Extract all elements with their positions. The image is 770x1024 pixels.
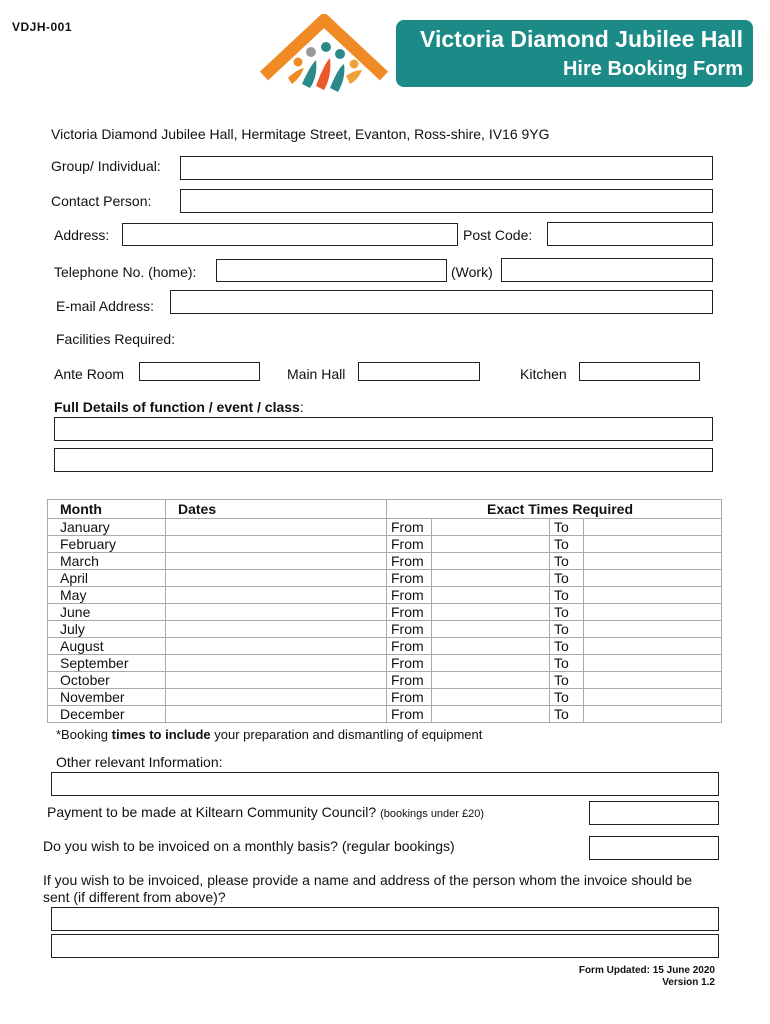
to-time-cell[interactable] bbox=[584, 519, 722, 536]
postcode-input[interactable] bbox=[547, 222, 713, 246]
main-hall-label: Main Hall bbox=[287, 366, 346, 382]
table-row bbox=[48, 570, 722, 587]
month-cell: February bbox=[48, 536, 166, 553]
from-time-cell[interactable] bbox=[432, 672, 550, 689]
dates-cell[interactable] bbox=[166, 604, 387, 621]
address-input[interactable] bbox=[122, 223, 458, 246]
facilities-heading: Facilities Required: bbox=[56, 331, 176, 347]
details-heading bbox=[54, 399, 304, 415]
from-time-cell[interactable] bbox=[432, 587, 550, 604]
table-row bbox=[48, 621, 722, 638]
contact-label: Contact Person: bbox=[51, 193, 152, 209]
tel-work-label: (Work) bbox=[451, 264, 493, 280]
email-input[interactable] bbox=[170, 290, 713, 314]
month-rows bbox=[48, 519, 722, 723]
from-label: From bbox=[387, 553, 432, 570]
to-label: To bbox=[550, 519, 584, 536]
from-label: From bbox=[387, 672, 432, 689]
table-row bbox=[48, 553, 722, 570]
table-row bbox=[48, 638, 722, 655]
group-label: Group/ Individual: bbox=[51, 158, 161, 174]
from-time-cell[interactable] bbox=[432, 621, 550, 638]
invoice-monthly-input[interactable] bbox=[589, 836, 719, 860]
form-version: Version 1.2 bbox=[662, 977, 715, 988]
booking-note bbox=[56, 727, 482, 742]
to-label: To bbox=[550, 587, 584, 604]
dates-cell[interactable] bbox=[166, 689, 387, 706]
payment-question bbox=[47, 804, 484, 820]
booking-schedule-table bbox=[47, 499, 722, 723]
from-time-cell[interactable] bbox=[432, 570, 550, 587]
to-time-cell[interactable] bbox=[584, 621, 722, 638]
from-label: From bbox=[387, 604, 432, 621]
kitchen-input[interactable] bbox=[579, 362, 700, 381]
invoice-monthly-question: Do you wish to be invoiced on a monthly basis? (regular bookings) bbox=[43, 838, 455, 854]
to-label: To bbox=[550, 689, 584, 706]
from-label: From bbox=[387, 638, 432, 655]
to-time-cell[interactable] bbox=[584, 553, 722, 570]
table-row bbox=[48, 536, 722, 553]
form-title-banner bbox=[396, 20, 753, 87]
from-label: From bbox=[387, 570, 432, 587]
dates-cell[interactable] bbox=[166, 655, 387, 672]
main-hall-input[interactable] bbox=[358, 362, 480, 381]
table-row bbox=[48, 655, 722, 672]
from-time-cell[interactable] bbox=[432, 655, 550, 672]
group-input[interactable] bbox=[180, 156, 713, 180]
contact-input[interactable] bbox=[180, 189, 713, 213]
dates-cell[interactable] bbox=[166, 672, 387, 689]
tel-home-label: Telephone No. (home): bbox=[54, 264, 197, 280]
to-time-cell[interactable] bbox=[584, 604, 722, 621]
from-label: From bbox=[387, 706, 432, 723]
document-id: VDJH-001 bbox=[12, 20, 73, 34]
hall-logo-icon bbox=[258, 14, 390, 96]
table-row bbox=[48, 519, 722, 536]
to-time-cell[interactable] bbox=[584, 689, 722, 706]
from-time-cell[interactable] bbox=[432, 604, 550, 621]
from-time-cell[interactable] bbox=[432, 689, 550, 706]
month-column-header: Month bbox=[48, 500, 166, 519]
dates-cell[interactable] bbox=[166, 638, 387, 655]
details-input-2[interactable] bbox=[54, 448, 713, 472]
month-cell: November bbox=[48, 689, 166, 706]
note-bold: times to include bbox=[111, 727, 211, 742]
table-row bbox=[48, 689, 722, 706]
to-label: To bbox=[550, 570, 584, 587]
details-input-1[interactable] bbox=[54, 417, 713, 441]
to-label: To bbox=[550, 706, 584, 723]
month-cell: March bbox=[48, 553, 166, 570]
from-time-cell[interactable] bbox=[432, 638, 550, 655]
note-prefix: *Booking bbox=[56, 727, 112, 742]
to-label: To bbox=[550, 621, 584, 638]
to-time-cell[interactable] bbox=[584, 570, 722, 587]
invoice-to-question: If you wish to be invoiced, please provide a name and address of the person whom the invoice should be sent (if different from above)? bbox=[43, 872, 693, 905]
dates-cell[interactable] bbox=[166, 519, 387, 536]
to-label: To bbox=[550, 604, 584, 621]
payment-input[interactable] bbox=[589, 801, 719, 825]
dates-cell[interactable] bbox=[166, 536, 387, 553]
postcode-label: Post Code: bbox=[463, 227, 533, 243]
address-label: Address: bbox=[54, 227, 110, 243]
details-heading-colon: : bbox=[299, 399, 304, 415]
dates-cell[interactable] bbox=[166, 621, 387, 638]
to-label: To bbox=[550, 553, 584, 570]
table-row bbox=[48, 587, 722, 604]
month-cell: December bbox=[48, 706, 166, 723]
from-label: From bbox=[387, 689, 432, 706]
to-label: To bbox=[550, 536, 584, 553]
dates-cell[interactable] bbox=[166, 587, 387, 604]
payment-main: Payment to be made at Kiltearn Community Council? bbox=[47, 804, 377, 820]
from-label: From bbox=[387, 655, 432, 672]
from-label: From bbox=[387, 536, 432, 553]
month-cell: January bbox=[48, 519, 166, 536]
month-cell: May bbox=[48, 587, 166, 604]
month-cell: October bbox=[48, 672, 166, 689]
other-info-label: Other relevant Information: bbox=[56, 754, 223, 770]
times-column-header: Exact Times Required bbox=[387, 500, 722, 519]
hall-name: Victoria Diamond Jubilee Hall bbox=[420, 26, 743, 52]
from-time-cell[interactable] bbox=[432, 536, 550, 553]
dates-column-header: Dates bbox=[166, 500, 387, 519]
dates-cell[interactable] bbox=[166, 706, 387, 723]
dates-cell[interactable] bbox=[166, 570, 387, 587]
to-label: To bbox=[550, 655, 584, 672]
to-time-cell[interactable] bbox=[584, 536, 722, 553]
table-row bbox=[48, 706, 722, 723]
tel-home-input[interactable] bbox=[216, 259, 447, 282]
to-time-cell[interactable] bbox=[584, 655, 722, 672]
month-cell: August bbox=[48, 638, 166, 655]
month-cell: July bbox=[48, 621, 166, 638]
invoice-to-input-2[interactable] bbox=[51, 934, 719, 958]
from-time-cell[interactable] bbox=[432, 553, 550, 570]
from-label: From bbox=[387, 621, 432, 638]
table-row bbox=[48, 672, 722, 689]
hall-address: Victoria Diamond Jubilee Hall, Hermitage Street, Evanton, Ross-shire, IV16 9YG bbox=[51, 126, 550, 142]
ante-room-input[interactable] bbox=[139, 362, 260, 381]
from-time-cell[interactable] bbox=[432, 706, 550, 723]
note-suffix: your preparation and dismantling of equipment bbox=[210, 727, 483, 742]
to-label: To bbox=[550, 672, 584, 689]
other-info-input[interactable] bbox=[51, 772, 719, 796]
to-time-cell[interactable] bbox=[584, 706, 722, 723]
form-updated: Form Updated: 15 June 2020 bbox=[578, 965, 715, 976]
ante-room-label: Ante Room bbox=[54, 366, 125, 382]
to-label: To bbox=[550, 638, 584, 655]
table-row bbox=[48, 604, 722, 621]
invoice-to-input-1[interactable] bbox=[51, 907, 719, 931]
kitchen-label: Kitchen bbox=[520, 366, 567, 382]
form-name: Hire Booking Form bbox=[562, 58, 743, 80]
to-time-cell[interactable] bbox=[584, 638, 722, 655]
from-label: From bbox=[387, 519, 432, 536]
details-heading-text: Full Details of function / event / class bbox=[54, 399, 300, 415]
month-cell: April bbox=[48, 570, 166, 587]
table-header-row bbox=[48, 500, 722, 519]
to-time-cell[interactable] bbox=[584, 587, 722, 604]
month-cell: June bbox=[48, 604, 166, 621]
month-cell: September bbox=[48, 655, 166, 672]
email-label: E-mail Address: bbox=[56, 298, 155, 314]
from-time-cell[interactable] bbox=[432, 519, 550, 536]
tel-work-input[interactable] bbox=[501, 258, 713, 282]
to-time-cell[interactable] bbox=[584, 672, 722, 689]
from-label: From bbox=[387, 587, 432, 604]
dates-cell[interactable] bbox=[166, 553, 387, 570]
payment-note: (bookings under £20) bbox=[380, 808, 485, 820]
